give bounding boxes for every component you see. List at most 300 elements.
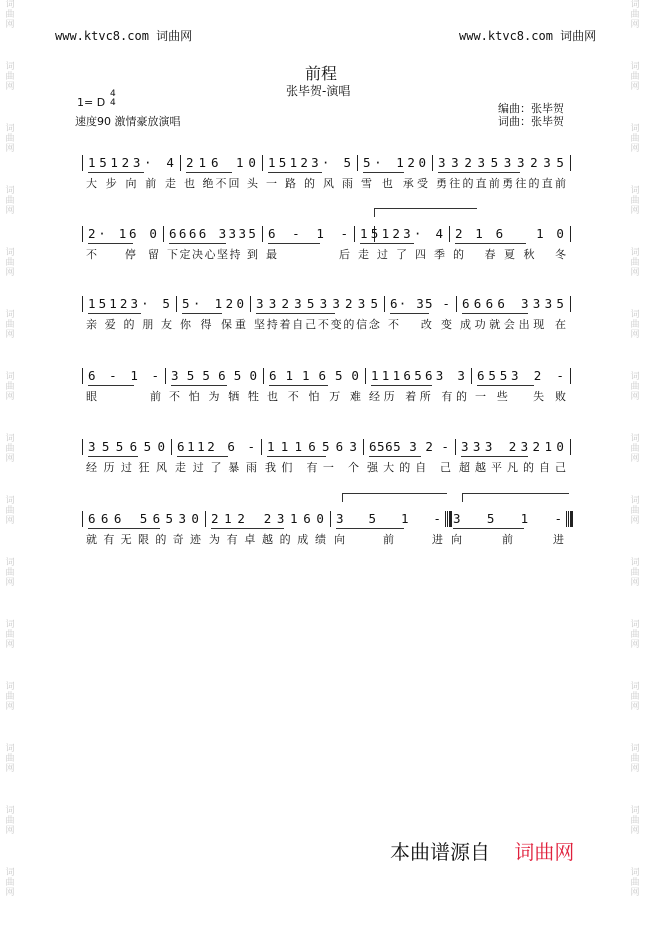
watermark-glyph: 曲 [5,444,15,454]
watermark-block [628,868,642,930]
measure [462,296,564,312]
lyric-char: 现 [533,318,545,331]
lyric-char: 前 [554,177,566,190]
barline [82,226,83,242]
lyric-line [361,175,428,189]
note: - [292,226,300,241]
lyric-line [459,459,566,473]
note: 1 [267,439,275,454]
note: 2 [121,155,130,170]
note [217,439,225,454]
lyric-char: 己 [555,461,566,474]
beam-line [363,172,404,173]
note: 3 [357,296,366,311]
lyric-char [375,175,379,189]
lyric-line [169,388,259,402]
watermark-glyph: 曲 [5,568,15,578]
watermark-glyph: 词 [630,186,640,196]
lyric-char: 经 [86,461,97,474]
note: 3 [311,155,319,170]
watermark-glyph: 曲 [630,878,640,888]
footer-label: 本曲谱源自 [390,840,490,864]
note: 0 [418,155,426,170]
note: 5 [556,296,564,311]
watermark-glyph: 词 [5,248,15,258]
lyric-char: 越 [261,533,273,546]
note [223,155,231,170]
lyric-line [266,175,353,189]
right-watermark-column [628,0,642,898]
lyric-line [86,316,172,330]
note: 2 [345,296,353,311]
watermark-glyph: 网 [630,82,640,92]
lyric-char: 牲 [248,390,259,403]
watermark-glyph: 词 [5,806,15,816]
note: 0 [236,296,244,311]
watermark-glyph: 网 [5,888,15,898]
note: 1 [235,155,244,170]
lyric-char: 变 [440,318,452,331]
note: 3 [319,296,328,311]
lyric-char: 平 [491,461,502,474]
lyric-char [242,246,246,260]
lyric-char: 历 [103,461,115,474]
lyric-char: 风 [156,461,167,474]
barline [180,155,181,171]
measure [438,155,564,171]
watermark-glyph: 词 [630,248,640,258]
lyric-line [86,388,161,402]
watermark-glyph: 网 [630,826,640,836]
note: 2 [281,296,289,311]
lyric-char: 进 [553,533,564,546]
final-barline [445,511,446,527]
note: 3 [503,155,512,170]
beam-line [269,385,328,386]
note: 4 [435,226,443,241]
note: - [554,511,562,526]
lyric-char: 不 [215,177,227,190]
note: 5 [343,155,351,170]
watermark-glyph: 曲 [630,134,640,144]
note: 1 [316,226,324,241]
note [127,511,135,526]
note: 6 [477,368,485,383]
note: 6 [152,511,161,526]
watermark-glyph: 词 [5,0,15,10]
barline [449,226,450,242]
footer-site-link[interactable]: 词曲网 [514,840,575,864]
lyric-char [194,316,198,330]
barline [570,439,571,455]
lyric-line [267,388,361,402]
watermark-glyph: 曲 [5,754,15,764]
lyric-char: 决 [192,248,203,261]
lyric-char: 季 [434,248,445,261]
lyric-char: 的 [453,248,464,261]
lyric-line [86,246,159,260]
watermark-glyph: 词 [5,186,15,196]
barline [570,296,571,312]
watermark-glyph: 曲 [630,320,640,330]
note: 3 [532,296,541,311]
measure [88,155,174,171]
lyric-char: 超 [459,461,470,474]
measure [177,439,255,455]
watermark-block [3,186,17,248]
barline [82,511,83,527]
lyric-char: 成 [460,318,471,331]
lyric-char: 秋 [523,248,535,261]
lyric-char: 败 [555,390,566,403]
note: 3 [544,296,553,311]
footer-source [390,836,574,865]
lyric-char: 着 [279,318,291,331]
note: 1 [396,155,404,170]
note: 6 [485,296,494,311]
note: 1 [110,155,118,170]
lyric-char [197,175,201,189]
lyric-char: 绩 [314,533,326,546]
lyric-line [86,175,176,189]
lyric-char: 冬 [555,248,566,261]
lyric-char: 前 [383,533,394,546]
header-left-url[interactable] [55,27,192,44]
lyric-char: 在 [554,318,566,331]
lyric-char: 往 [449,177,461,190]
beam-line [453,528,524,529]
watermark-block [3,434,17,496]
lyric-char: 的 [399,461,411,474]
note: 3 [472,439,481,454]
watermark-block [628,124,642,186]
beam-line [268,172,322,173]
header-left-url-text[interactable]: www.ktvc8.com [55,29,149,43]
beam-line [268,243,320,244]
note: 5 [321,439,330,454]
note: 5 [393,439,401,454]
barline [570,155,571,171]
note [209,226,217,241]
header-right-url-text[interactable]: www.ktvc8.com [459,29,553,43]
note: 1 [360,226,368,241]
note [237,439,245,454]
watermark-glyph: 曲 [630,630,640,640]
note [538,511,546,526]
lyric-line [388,316,452,330]
note: 6 [188,226,197,241]
lyric-char: 下 [167,248,178,261]
note: · [98,226,106,241]
lyric-char: 前 [145,177,157,190]
note: 6 [269,368,277,383]
note: 1 [290,511,298,526]
lyric-char: 坚 [217,248,228,261]
lyric-char: 自 [415,461,427,474]
note: 3 [294,296,302,311]
watermark-glyph: 词 [630,868,640,878]
note: 6 [218,368,226,383]
note: 5 [101,439,110,454]
lyric-char: 留 [147,248,159,261]
lyric-char: 向 [125,177,137,190]
watermark-block [628,496,642,558]
lyric-line [475,388,566,402]
lyric-char: 的 [528,177,540,190]
note: 3 [520,296,529,311]
note: 5 [363,155,371,170]
watermark-glyph: 曲 [5,10,15,20]
lyric-char: 向 [334,533,345,546]
lyric-char: 友 [161,318,172,331]
barline [384,296,385,312]
lyric-char: 有 [103,533,115,546]
note: 2 [211,511,219,526]
watermark-glyph: 词 [630,372,640,382]
watermark-glyph: 曲 [5,878,15,888]
watermark-glyph: 词 [5,744,15,754]
measure [269,368,359,384]
lyric-char: 了 [396,248,407,261]
note [516,226,524,241]
lyric-char: 风 [323,177,334,190]
barline [363,439,364,455]
lyric-line [451,531,564,545]
note: 6 [303,511,311,526]
barline [262,226,263,242]
beam-line [88,456,138,457]
header-right-url[interactable] [459,27,596,44]
volta-bracket [374,208,477,217]
note: 6 [88,368,96,383]
watermark-glyph: 词 [630,744,640,754]
note [328,226,336,241]
watermark-glyph: 词 [630,682,640,692]
lyric-char [548,316,552,330]
watermark-glyph: 网 [5,640,15,650]
barline [205,511,206,527]
watermark-block [3,248,17,310]
watermark-glyph: 词 [5,62,15,72]
note: 3 [484,439,493,454]
watermark-block [628,620,642,682]
lyric-char: 有 [441,390,453,403]
watermark-glyph: 网 [5,330,15,340]
measure [453,511,562,527]
lyric-char: 大 [383,461,395,474]
lyric-char: 牺 [228,390,240,403]
lyric-char: 四 [415,248,426,261]
watermark-glyph: 曲 [630,692,640,702]
lyric-line [86,459,167,473]
measure [363,155,426,171]
lyric-line [436,175,566,189]
note: 2 [186,155,194,170]
note [470,511,478,526]
barline [357,155,358,171]
time-sig-top: 4 [110,89,116,99]
watermark-glyph: 词 [5,310,15,320]
barline [176,296,177,312]
note: - [109,368,117,383]
note [108,226,116,241]
note: 0 [351,368,359,383]
watermark-glyph: 网 [630,330,640,340]
note: 1 [520,511,529,526]
note: 5 [556,155,564,170]
watermark-glyph: 词 [630,620,640,630]
lyric-char: 不 [287,390,299,403]
note [401,439,409,454]
lyric-char: 往 [515,177,527,190]
note: 5 [424,296,433,311]
header-left-site: 词曲网 [156,29,193,43]
lyric-char: 勇 [436,177,447,190]
final-barline [449,511,452,527]
note: 5 [414,368,422,383]
watermark-block [628,248,642,310]
measure [88,511,199,527]
note: 5 [139,511,148,526]
lyric-char: 改 [420,318,432,331]
lyric-line [209,531,326,545]
note: 1 [280,439,289,454]
note: 0 [316,511,324,526]
watermark-block [628,682,642,744]
watermark-glyph: 网 [630,764,640,774]
note [434,296,442,311]
watermark-block [628,186,642,248]
note: 3 [171,368,179,383]
lyric-char: 些 [496,390,508,403]
watermark-glyph: 网 [5,20,15,30]
beam-line [360,243,414,244]
lyric-char: 的 [343,318,355,331]
barline [82,296,83,312]
lyric-char [298,459,302,473]
lyric-char: 勇 [502,177,514,190]
beam-line [371,385,432,386]
lyric-char: 变 [330,318,342,331]
note: 1 [392,368,401,383]
barline [471,368,472,384]
watermark-glyph: 网 [630,206,640,216]
lyric-char [398,388,402,402]
tempo-marking: 速度90 激情豪放演唱 [75,115,181,128]
note: 2 [300,155,308,170]
watermark-glyph: 词 [630,434,640,444]
beam-line [177,456,228,457]
note: · [321,155,330,170]
note: 3 [130,296,139,311]
lyric-char: 承 [402,177,414,190]
lyric-char: 的 [155,533,167,546]
lyric-char: 暴 [228,461,240,474]
note: 3 [268,296,277,311]
lyric-line [460,316,566,330]
lyric-char [408,316,412,330]
note: 3 [435,368,444,383]
lyric-char: 前 [488,177,500,190]
watermark-glyph: 曲 [630,816,640,826]
note: 3 [416,296,424,311]
lyric-char: 持 [229,248,241,261]
lyric-char: 有 [306,461,318,474]
watermark-glyph: 网 [630,640,640,650]
watermark-glyph: 词 [630,558,640,568]
barline [568,511,569,527]
lyric-char: 你 [180,318,191,331]
note: 1 [197,439,205,454]
watermark-glyph: 网 [630,516,640,526]
note: 0 [248,155,256,170]
lyric-char [242,175,246,189]
beam-line [462,313,528,314]
beam-line [88,243,133,244]
measure [371,368,465,384]
note: - [151,368,159,383]
beam-line [88,313,141,314]
lyric-char: 到 [247,248,258,261]
note: 6 [318,368,326,383]
lyric-char: 为 [209,533,220,546]
watermark-block [628,0,642,62]
lyric-char [109,246,113,260]
lyric-line [358,246,445,260]
watermark-glyph: 网 [5,516,15,526]
note: 1 [88,155,96,170]
lyric-char: 眼 [86,390,97,403]
header-right-site: 词曲网 [560,29,597,43]
note: 5 [306,296,315,311]
lyric-char: 难 [350,390,361,403]
lyric-char: 直 [475,177,487,190]
lyric-char: 过 [192,461,204,474]
note: 3 [477,155,485,170]
watermark-glyph: 曲 [5,816,15,826]
note: 1 [224,511,232,526]
lyric-char: 坚 [254,318,265,331]
watermark-glyph: 曲 [630,10,640,20]
watermark-glyph: 曲 [5,72,15,82]
note: 3 [451,155,459,170]
lyric-char [543,246,547,260]
note: 1 [187,439,195,454]
watermark-glyph: 网 [630,702,640,712]
note: 6 [178,226,187,241]
lyric-char: 的 [455,390,467,403]
watermark-block [3,558,17,620]
time-signature [110,90,116,108]
barline [330,511,331,527]
note [280,226,288,241]
lyric-char: 绝 [202,177,214,190]
beam-line [169,243,226,244]
watermark-glyph: 网 [5,82,15,92]
note: 2 [237,511,245,526]
watermark-block [3,868,17,930]
note: 6 [385,439,393,454]
note [352,511,360,526]
note: 6 [369,439,377,454]
note: 6 [227,439,235,454]
note: 6 [335,439,344,454]
barline [456,296,457,312]
note: 0 [149,226,157,241]
note: 6 [177,439,185,454]
note: - [340,226,348,241]
note: 1 [289,155,298,170]
